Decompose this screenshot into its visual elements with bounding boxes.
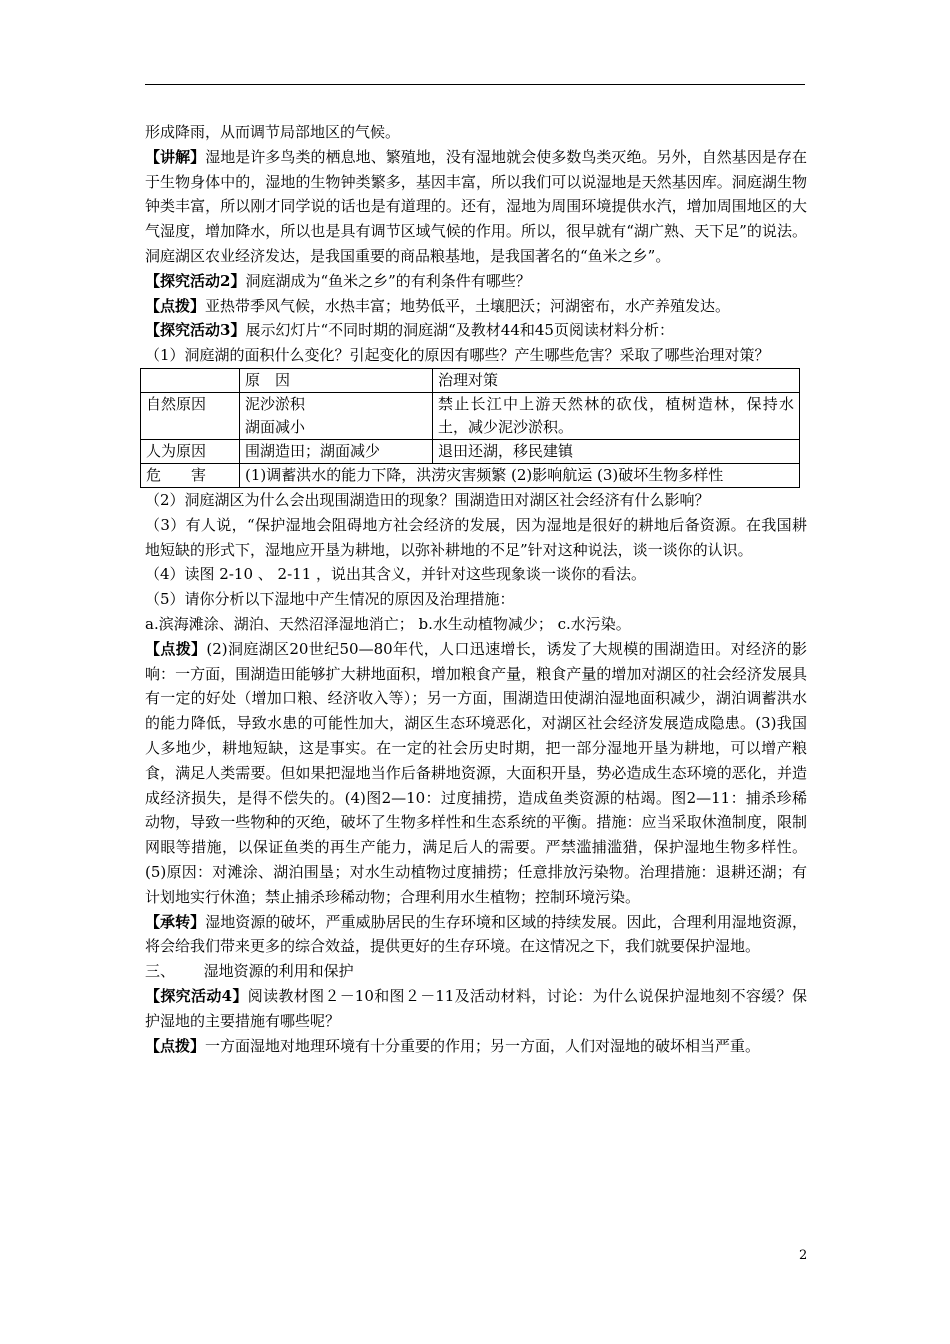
table-cell: 危 害 (141, 463, 240, 487)
table-cell: 泥沙淤积 湖面减小 (240, 392, 433, 439)
table-header-row (141, 368, 800, 392)
paragraph: 形成降雨，从而调节局部地区的气候。 (145, 123, 401, 141)
table-cell: 禁止长江中上游天然林的砍伐，植树造林，保持水土，减少泥沙淤积。 (433, 392, 800, 439)
paragraph-transition: 【承转】湿地资源的破坏，严重威胁居民的生存环境和区域的持续发展。因此，合理利用湿地资源，将会给我们带来更多的综合效益，提供更好的生存环境。在这情况之下，我们就要保护湿地。 (145, 912, 807, 956)
header-rule (145, 84, 805, 85)
section-tag: 【探究活动3】 (145, 321, 246, 340)
table-cell: 自然原因 (141, 392, 240, 439)
question-5-items: a.滨海滩涂、湖泊、天然沼泽湿地消亡； b.水生动植物减少； c.水污染。 (145, 614, 631, 633)
section-tag: 【探究活动2】 (145, 271, 246, 290)
section-tag: 【点拨】 (145, 296, 206, 315)
section-heading-3: 三、 湿地资源的利用和保护 (145, 962, 354, 981)
table-row (141, 439, 800, 463)
question-1: （1）洞庭湖的面积什么变化？引起变化的原因有哪些？产生哪些危害？采取了哪些治理对策？ (145, 346, 770, 365)
dongting-table (140, 368, 800, 488)
table-cell (141, 368, 240, 392)
document-body (145, 120, 807, 1058)
table-row (141, 463, 800, 487)
section-tag: 【承转】 (145, 912, 206, 931)
paragraph-hint-2: 【点拨】(2)洞庭湖区20世纪50—80年代，人口迅速增长，诱发了大规模的围湖造田。对经济的影响：一方面，围湖造田能够扩大耕地面积，增加粮食产量，粮食产量的增加对湖区的社会经济发展具有一定的好处（增加口粮、经济收入等）；另一方面，围湖造田使湖泊湿地面积减少，湖泊调蓄洪水的能力降低，导致水患的可能性加大，湖区生态环境恶化，对湖区社会经济发展造成隐患。(3)我国人多地少，耕地短缺，这是事实。在一定的社会历史时期，把一部分湿地开垦为耕地，可以增产粮食，满足人类需要。但如果把湿地当作后备耕地资源，大面积开垦，势必造成生态环境的恶化，并造成经济损失，是得不偿失的。(4)图2—10：过度捕捞，造成鱼类资源的枯竭。图2—11：捕杀珍稀动物，导致一些物种的灭绝，破坏了生物多样性和生态系统的平衡。措施：应当采取休渔制度，限制网眼等措施，以保证鱼类的再生产能力，满足后人的需要。严禁滥捕滥猎，保护湿地生物多样性。(5)原因：对滩涂、湖泊围垦；对水生动植物过度捕捞；任意排放污染物。治理措施：退耕还湖；有计划地实行休渔；禁止捕杀珍稀动物；合理利用水生植物；控制环境污染。 (145, 639, 807, 906)
table-cell: 退田还湖，移民建镇 (433, 439, 800, 463)
question-5: （5）请你分析以下湿地中产生情况的原因及治理措施： (145, 590, 515, 609)
question-3: （3）有人说，“保护湿地会阻碍地方社会经济的发展，因为湿地是很好的耕地后备资源。在我国耕地短缺的形式下，湿地应开垦为耕地，以弥补耕地的不足”针对这种说法，谈一谈你的认识。 (145, 515, 807, 559)
paragraph-activity-2: 【探究活动2】洞庭湖成为“鱼米之乡”的有利条件有哪些？ (145, 271, 531, 290)
paragraph-activity-4: 【探究活动4】阅读教材图２－10和图２－11及活动材料，讨论：为什么说保护湿地刻不容缓？保护湿地的主要措施有哪些呢？ (145, 986, 807, 1030)
question-4: （4）读图 2-10 、 2-11 ，说出其含义，并针对这些现象谈一谈你的看法。 (145, 565, 647, 584)
paragraph-explanation: 【讲解】湿地是许多鸟类的栖息地、繁殖地，没有湿地就会使多数鸟类灭绝。另外，自然基因是存在于生物身体中的，湿地的生物钟类繁多，基因丰富，所以我们可以说湿地是天然基因库。洞庭湖生物钟类丰富，所以刚才同学说的话也是有道理的。还有，湿地为周围环境提供水汽，增加周围地区的大气湿度，增加降水，所以也是具有调节区域气候的作用。所以，很早就有“湖广熟、天下足”的说法。洞庭湖区农业经济发达，是我国重要的商品粮基地，是我国著名的“鱼米之乡”。 (145, 147, 807, 265)
table-cell: 人为原因 (141, 439, 240, 463)
paragraph-activity-3: 【探究活动3】展示幻灯片“不同时期的洞庭湖“及教材44和45页阅读材料分析： (145, 321, 674, 340)
paragraph-hint-3: 【点拨】一方面湿地对地理环境有十分重要的作用；另一方面，人们对湿地的破坏相当严重。 (145, 1036, 761, 1055)
table-cell: (1)调蓄洪水的能力下降，洪涝灾害频繁 (2)影响航运 (3)破坏生物多样性 (240, 463, 800, 487)
table-row (141, 392, 800, 439)
table-cell: 治理对策 (433, 368, 800, 392)
section-tag: 【探究活动4】 (145, 986, 248, 1005)
question-2: （2）洞庭湖区为什么会出现围湖造田的现象？围湖造田对湖区社会经济有什么影响？ (145, 490, 710, 509)
section-tag: 【点拨】 (145, 1036, 206, 1055)
section-tag: 【点拨】 (145, 639, 207, 658)
page-number: 2 (799, 1248, 808, 1263)
table-cell: 原 因 (240, 368, 433, 392)
table-cell: 围湖造田；湖面减少 (240, 439, 433, 463)
paragraph-hint: 【点拨】亚热带季风气候，水热丰富；地势低平，土壤肥沃；河湖密布，水产养殖发达。 (145, 296, 731, 315)
section-tag: 【讲解】 (145, 147, 206, 166)
